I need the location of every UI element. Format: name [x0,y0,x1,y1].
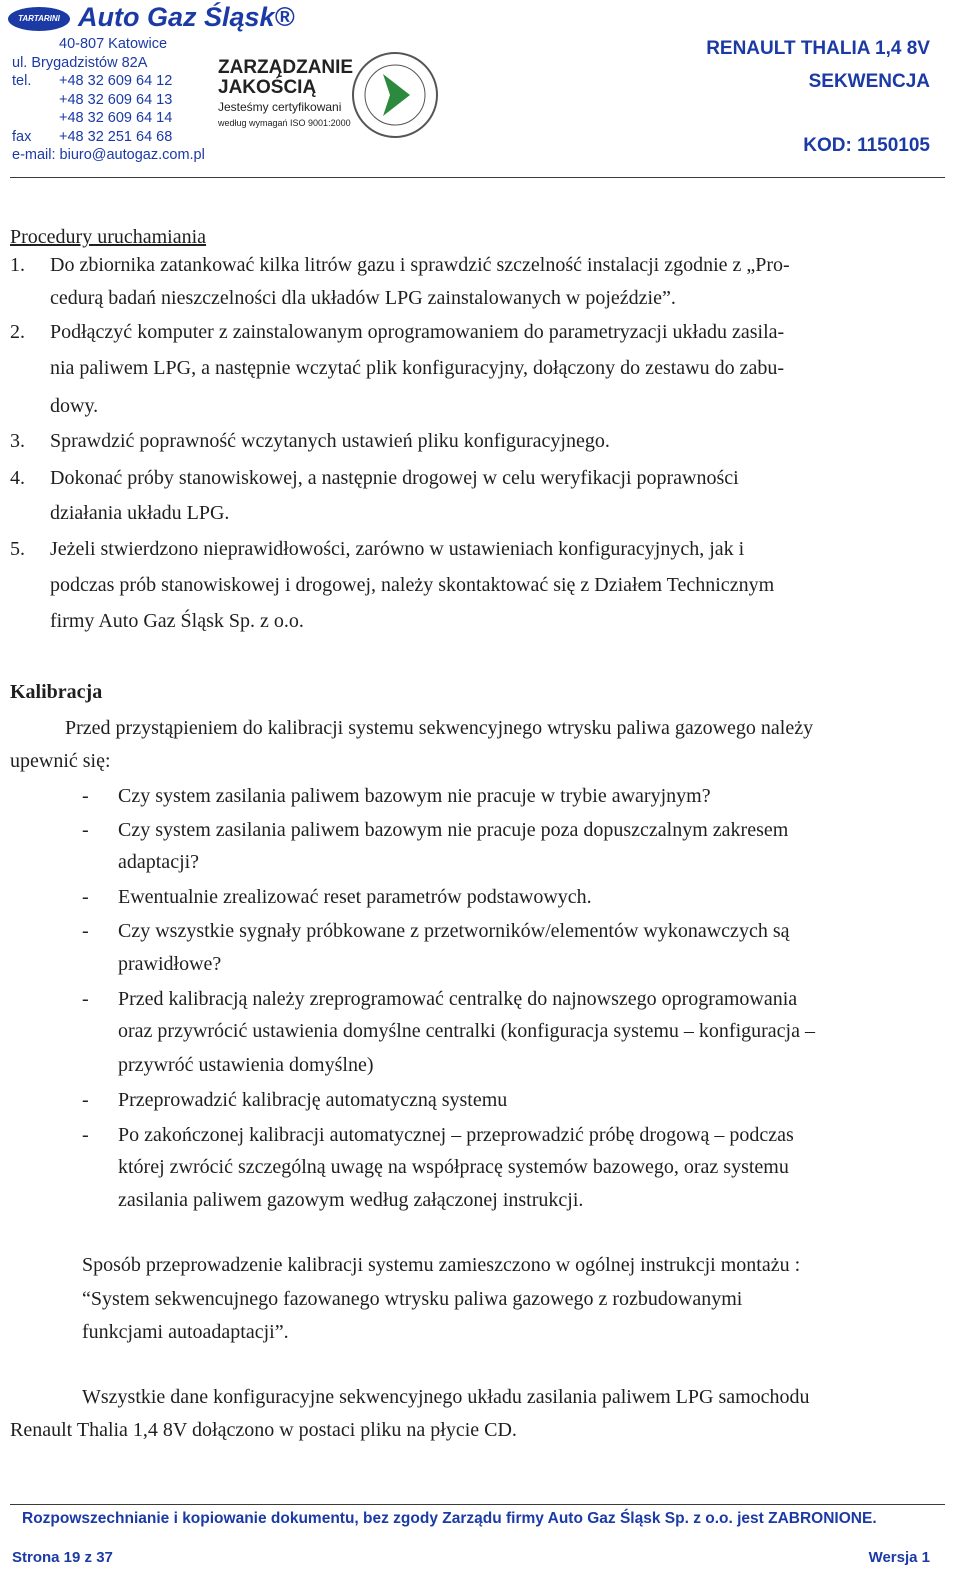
contact-row: +48 32 609 64 14 [59,110,173,126]
final-paragraph: Renault Thalia 1,4 8V dołączono w postaci pliku na płycie CD. [10,1419,517,1441]
method-paragraph: “System sekwencujnego fazowanego wtrysku paliwa gazowego z rozbudowanymi [82,1288,743,1310]
bullet-text: Czy system zasilania paliwem bazowym nie pracuje w trybie awaryjnym? [118,785,711,807]
list-number: 5. [10,538,25,560]
bullet-text: Po zakończonej kalibracji automatycznej – przeprowadzić próbę drogową – podczas [118,1124,794,1146]
cert-standard: według wymagań ISO 9001:2000 [218,118,351,128]
list-item-text: podczas prób stanowiskowej i drogowej, należy skontaktować się z Działem Technicznym [50,574,775,596]
bullet-text: Ewentualnie zrealizować reset parametrów podstawowych. [118,886,592,908]
list-number: 1. [10,254,25,276]
bullet-dash: - [82,1124,89,1146]
bullet-dash: - [82,920,89,942]
contact-row: tel. +48 32 609 64 12 [12,73,173,89]
calibration-heading: Kalibracja [10,681,103,703]
bullet-text: adaptacji? [118,851,200,873]
bullet-text: Przed kalibracją należy zreprogramować centralkę do najnowszego oprogramowania [118,988,798,1010]
method-paragraph: funkcjami autoadaptacji”. [82,1321,289,1343]
contact-row: 40-807 Katowice [59,36,168,52]
company-logo [8,4,308,34]
calibration-intro: upewnić się: [10,750,111,772]
list-item-text: Sprawdzić poprawność wczytanych ustawień pliku konfiguracyjnego. [50,430,610,452]
list-item-text: cedurą badań nieszczelności dla układów LPG zainstalowanych w pojeździe”. [50,287,676,309]
copyright-warning: Rozpowszechnianie i kopiowanie dokumentu, bez zgody Zarządu firmy Auto Gaz Śląsk Sp. z o.o. jest ZABRONIONE. [22,1510,877,1527]
procedures-heading: Procedury uruchamiania [10,226,207,248]
bullet-dash: - [82,1089,89,1111]
list-item-text: firmy Auto Gaz Śląsk Sp. z o.o. [50,610,304,632]
list-number: 2. [10,321,25,343]
contact-block [12,35,205,165]
contact-row: fax +48 32 251 64 68 [12,128,173,145]
cert-title: ZARZĄDZANIE JAKOŚCIĄ [218,57,354,98]
tartarini-badge: TARTARINI [8,7,70,31]
contact-row: +48 32 609 64 13 [59,91,173,108]
bullet-dash: - [82,785,89,807]
footer-divider [10,1504,945,1505]
bullet-text: oraz przywrócić ustawienia domyślne centralki (konfiguracja systemu – konfiguracja – [118,1020,815,1042]
document-title: RENAULT THALIA 1,4 8V SEKWENCJA [706,38,930,92]
bullet-dash: - [82,819,89,841]
page-number: Strona 19 z 37 [12,1549,113,1566]
list-item-text: Podłączyć komputer z zainstalowanym oprogramowaniem do parametryzacji układu zasila- [50,321,785,343]
list-item-text: Dokonać próby stanowiskowej, a następnie drogowej w celu weryfikacji poprawności [50,467,739,489]
bullet-text: Czy wszystkie sygnały próbkowane z przetworników/elementów wykonawczych są [118,920,790,942]
bullet-text: przywróć ustawienia domyślne) [118,1054,374,1076]
list-number: 3. [10,430,25,452]
contact-email[interactable]: e-mail: biuro@autogaz.com.pl [12,147,205,163]
list-item-text: działania układu LPG. [50,502,230,524]
quality-certificate [218,50,488,145]
bullet-text: zasilania paliwem gazowym według załączonej instrukcji. [118,1189,584,1211]
page-header [0,0,960,180]
iso-seal-icon [350,50,440,140]
bullet-text: której zwrócić szczególną uwagę na współpracę systemów bazowego, oraz systemu [118,1156,789,1178]
list-item-text: Jeżeli stwierdzono nieprawidłowości, zarówno w ustawieniach konfiguracyjnych, jak i [50,538,745,560]
contact-row: ul. Brygadzistów 82A [12,54,148,71]
logo-wordmark: Auto Gaz Śląsk® [78,2,295,32]
bullet-text: prawidłowe? [118,953,222,975]
list-item-text: nia paliwem LPG, a następnie wczytać plik konfiguracyjny, dołączony do zestawu do zabu- [50,357,785,379]
bullet-text: Przeprowadzić kalibrację automatyczną systemu [118,1089,508,1111]
document-code: KOD: 1150105 [803,135,930,156]
calibration-intro: Przed przystąpieniem do kalibracji systemu sekwencyjnego wtrysku paliwa gazowego należy [65,717,814,739]
cert-subtitle: Jesteśmy certyfikowani [218,100,342,114]
list-number: 4. [10,467,25,489]
bullet-dash: - [82,988,89,1010]
document-version: Wersja 1 [868,1549,930,1566]
final-paragraph: Wszystkie dane konfiguracyjne sekwencyjnego układu zasilania paliwem LPG samochodu [82,1386,810,1408]
list-item-text: Do zbiornika zatankować kilka litrów gazu i sprawdzić szczelność instalacji zgodnie z „Pro- [50,254,790,276]
method-paragraph: Sposób przeprowadzenie kalibracji systemu zamieszczono w ogólnej instrukcji montażu : [82,1254,801,1276]
bullet-text: Czy system zasilania paliwem bazowym nie pracuje poza dopuszczalnym zakresem [118,819,789,841]
header-divider [10,177,945,178]
bullet-dash: - [82,886,89,908]
list-item-text: dowy. [50,395,99,417]
